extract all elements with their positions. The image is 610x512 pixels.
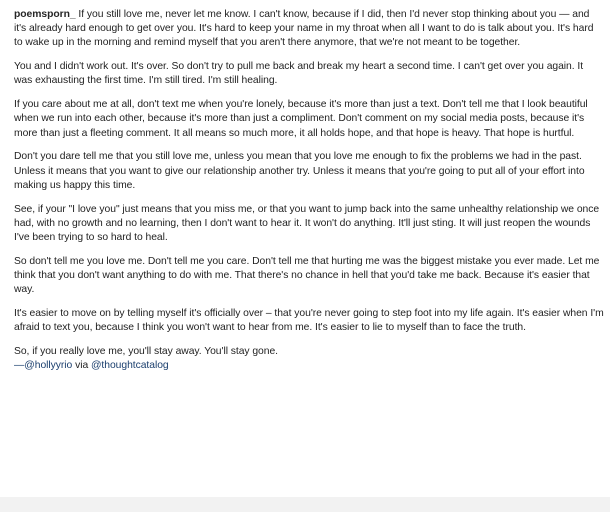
- caption-closing: [14, 345, 604, 373]
- credit-via: via: [72, 360, 91, 372]
- post-caption: [14, 8, 604, 373]
- credit-line: [14, 360, 169, 371]
- bottom-divider-strip: [0, 497, 610, 512]
- caption-paragraph-4: Don't you dare tell me that you still love me, unless you mean that you love me enough to fix the problems we had in the past. Unless it means that you want to give our relationship another try. Unless it means that you're going to put all of your effort into making us happy this time.: [14, 151, 585, 191]
- source-handle-link[interactable]: @thoughtcatalog: [90, 360, 169, 372]
- post-username-link[interactable]: poemsporn_: [14, 9, 76, 20]
- credit-dash: —: [14, 360, 25, 372]
- closing-line: So, if you really love me, you'll stay away. You'll stay gone.: [14, 346, 278, 358]
- caption-paragraph-3: If you care about me at all, don't text me when you're lonely, because it's more than just a text. Don't tell me that I look beautiful when we run into each other, because it's more than just a compliment. Don't comment on my social media posts, because it's more than just a fleeting comment. It all means so much more, it all holds hope, and that hope is heavy. That hope is hurtful.: [14, 99, 588, 139]
- caption-paragraph-6: So don't tell me you love me. Don't tell me you care. Don't tell me that hurting me was the biggest mistake you ever made. Let me think that you don't want anything to do with me. That there's no chance in hell that you'd take me back. Because it's easier that way.: [14, 255, 600, 296]
- caption-paragraph-1: [14, 8, 604, 51]
- caption-paragraph-2: You and I didn't work out. It's over. So don't try to pull me back and break my heart a second time. I can't get over you again. It was exhausting the first time. I'm still tired. I'm still healing.: [14, 61, 584, 87]
- author-handle-link[interactable]: @hollyyrio: [24, 360, 73, 372]
- paragraph-text: If you still love me, never let me know. I can't know, because if I did, then I'd never stop thinking about you — and it's already hard enough to get over you. It's hard to keep your name in my throat when all I want to do is talk about you. It's hard to wake up in the morning and remind myself that you aren't there anymore, that we're not meant to be together.: [14, 9, 594, 49]
- caption-paragraph-7: It's easier to move on by telling myself it's officially over – that you're never going to step foot into my life again. It's easier when I'm afraid to text you, because I think you won't want to hear from me. It's easier to lie to myself than to face the truth.: [14, 308, 604, 334]
- caption-paragraph-5: See, if your "I love you" just means that you miss me, or that you want to jump back into the same unhealthy relationship we once had, with no growth and no learning, then I don't want to hear it. It won't do anything. It'll just sting. It will just reopen the wounds I've been trying to so hard to heal.: [14, 203, 600, 244]
